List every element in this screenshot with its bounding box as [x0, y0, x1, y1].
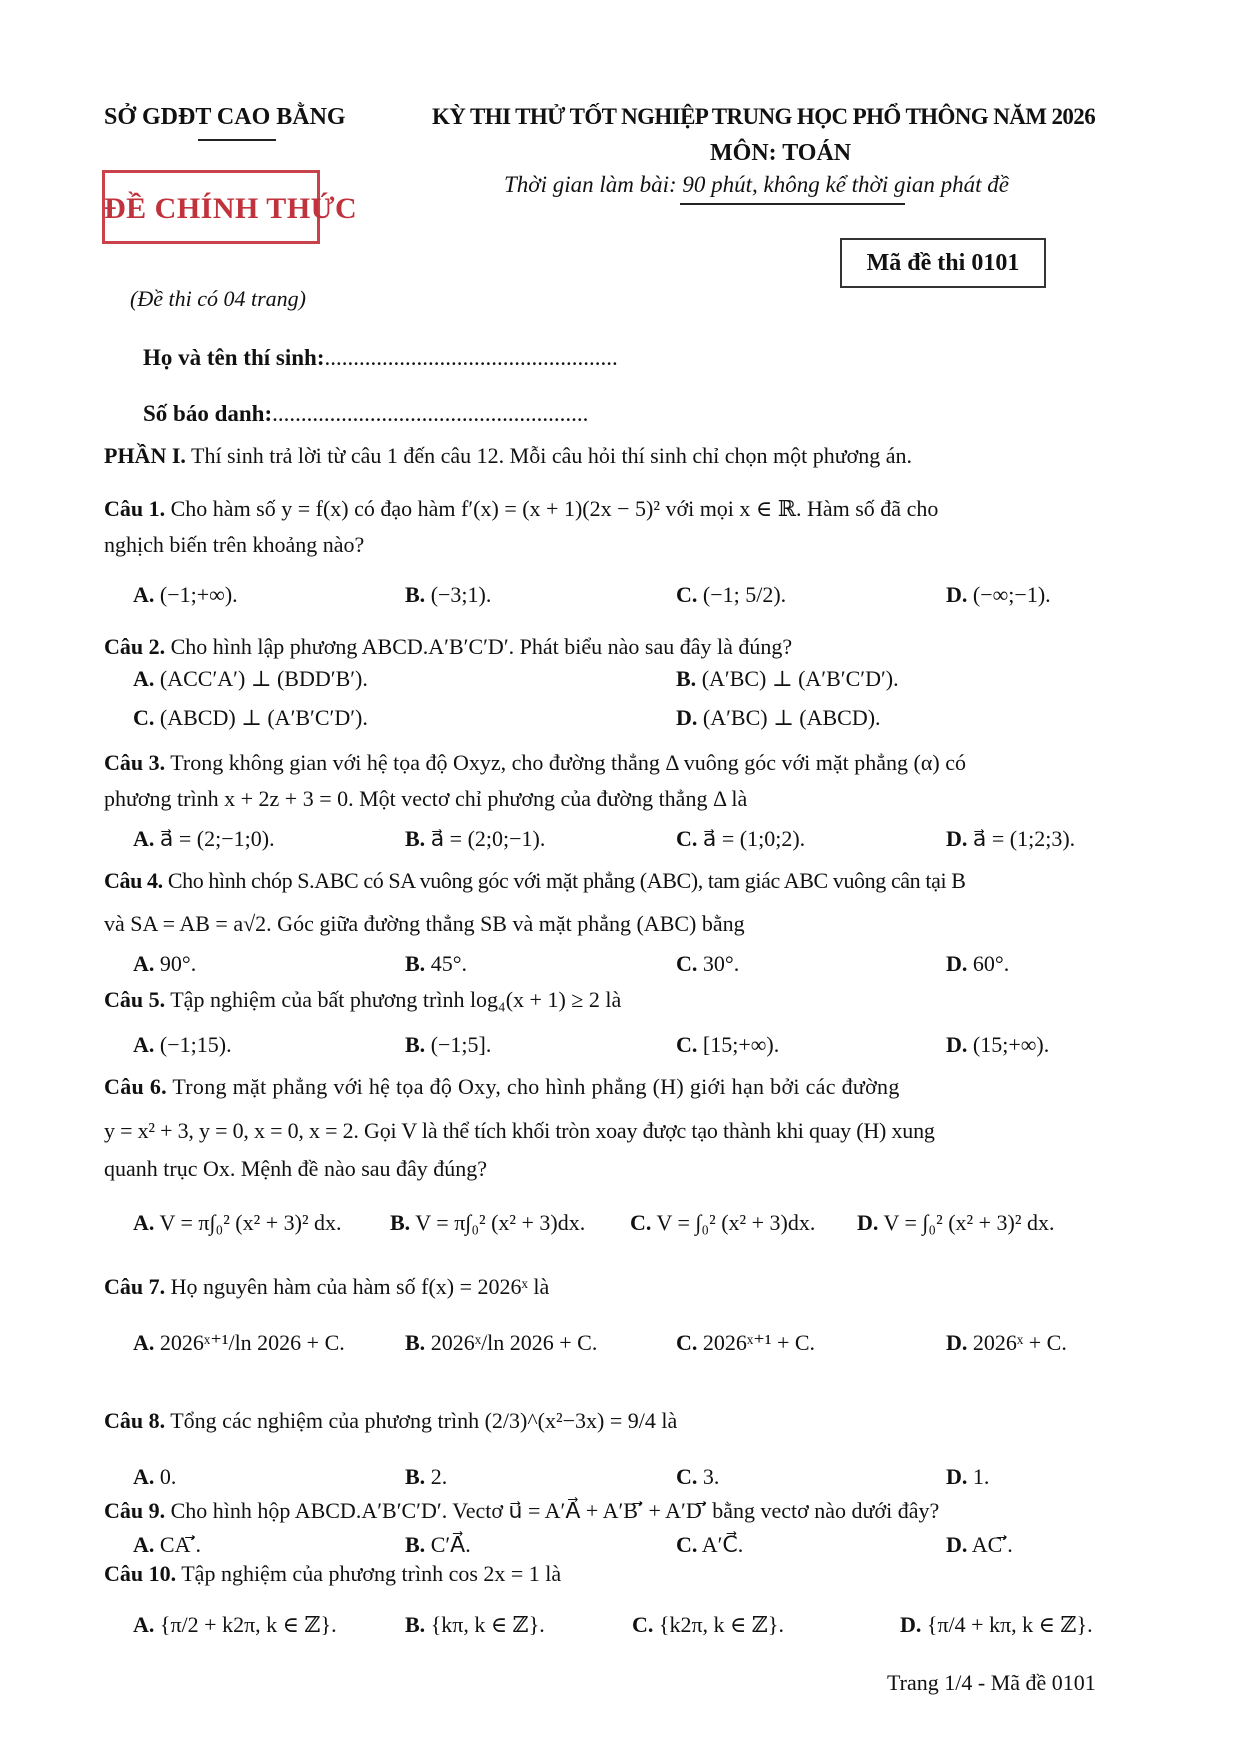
q2-option-a: A. (ACC′A′) ⊥ (BDD′B′).: [133, 666, 368, 691]
exam-code-box: Mã đề thi 0101: [840, 238, 1046, 288]
q2-option-d: D. (A′BC) ⊥ (ABCD).: [676, 705, 881, 730]
q8-option-b: B. 2.: [405, 1464, 448, 1489]
q1-option-a: A. (−1;+∞).: [133, 582, 238, 607]
q4-option-a: A. 90°.: [133, 951, 197, 976]
q2-option-c: C. (ABCD) ⊥ (A′B′C′D′).: [133, 705, 368, 730]
q9-label: Câu 9.: [104, 1498, 166, 1523]
q2-stem: [104, 634, 792, 660]
q7-line1: Họ nguyên hàm của hàm số f(x) = 2026ˣ là: [170, 1274, 550, 1299]
q4-option-c: C. 30°.: [676, 951, 740, 976]
q4-stem: [104, 868, 966, 894]
time-underline: [680, 203, 905, 205]
q7-label: Câu 7.: [104, 1274, 166, 1299]
q8-line1: Tổng các nghiệm của phương trình (2/3)^(x²−3x) = 9/4 là: [170, 1408, 678, 1433]
q3-stem: [104, 750, 966, 776]
name-dots: ...................................................: [324, 345, 618, 370]
q7-option-d: D. 2026ˣ + C.: [946, 1330, 1067, 1355]
q1-line1: Cho hàm số y = f(x) có đạo hàm f′(x) = (x + 1)(2x − 5)² với mọi x ∈ ℝ. Hàm số đã cho: [170, 496, 939, 521]
q3-line2: phương trình x + 2z + 3 = 0. Một vectơ chỉ phương của đường thẳng Δ là: [104, 786, 748, 811]
q10-label: Câu 10.: [104, 1561, 177, 1586]
q4-option-d: D. 60°.: [946, 951, 1010, 976]
q3-option-c: C. a⃗ = (1;0;2).: [676, 826, 806, 851]
q1-line2: nghịch biến trên khoảng nào?: [104, 532, 365, 557]
id-label: Số báo danh:: [143, 401, 273, 426]
q5-line1: Tập nghiệm của bất phương trình log₄(x + 1) ≥ 2 là: [170, 987, 622, 1012]
q1-label: Câu 1.: [104, 496, 166, 521]
q4-option-b: B. 45°.: [405, 951, 467, 976]
section-heading: [104, 443, 912, 469]
q4-line2: và SA = AB = a√2. Góc giữa đường thẳng SB và mặt phẳng (ABC) bằng: [104, 911, 745, 936]
q3-option-d: D. a⃗ = (1;2;3).: [946, 826, 1076, 851]
q6-option-b: B. V = π∫₀² (x² + 3)dx.: [390, 1210, 586, 1235]
q1-option-d: D. (−∞;−1).: [946, 582, 1051, 607]
pages-note: (Đề thi có 04 trang): [130, 286, 306, 311]
section-text: Thí sinh trả lời từ câu 1 đến câu 12. Mỗi câu hỏi thí sinh chỉ chọn một phương án.: [191, 443, 913, 468]
q3-label: Câu 3.: [104, 750, 166, 775]
exam-title: KỲ THI THỬ TỐT NGHIỆP TRUNG HỌC PHỔ THÔNG NĂM 2026: [432, 104, 1096, 129]
q5-option-d: D. (15;+∞).: [946, 1032, 1050, 1057]
name-label: Họ và tên thí sinh:: [143, 345, 325, 370]
q6-line2: y = x² + 3, y = 0, x = 0, x = 2. Gọi V là thể tích khối tròn xoay được tạo thành khi quay (H) xung: [104, 1118, 935, 1143]
q6-line1: Trong mặt phẳng với hệ tọa độ Oxy, cho hình phẳng (H) giới hạn bởi các đường: [172, 1074, 900, 1099]
subject-title: MÔN: TOÁN: [710, 140, 852, 166]
q10-option-c: C. {k2π, k ∈ ℤ}.: [632, 1612, 784, 1637]
q5-option-c: C. [15;+∞).: [676, 1032, 780, 1057]
q8-option-d: D. 1.: [946, 1464, 990, 1489]
q9-line1: Cho hình hộp ABCD.A′B′C′D′. Vectơ u⃗ = A′A⃗ + A′B′⃗ + A′D′⃗ bằng vectơ nào dưới đây?: [170, 1498, 940, 1523]
q9-option-c: C. A′C⃗.: [676, 1532, 744, 1557]
q10-line1: Tập nghiệm của phương trình cos 2x = 1 là: [181, 1561, 562, 1586]
q2-label: Câu 2.: [104, 634, 166, 659]
q1-stem: [104, 496, 938, 522]
q6-option-c: C. V = ∫₀² (x² + 3)dx.: [630, 1210, 816, 1235]
page-footer: Trang 1/4 - Mã đề 0101: [887, 1670, 1096, 1695]
q7-option-a: A. 2026ˣ⁺¹/ln 2026 + C.: [133, 1330, 345, 1355]
q10-option-b: B. {kπ, k ∈ ℤ}.: [405, 1612, 545, 1637]
q2-line1: Cho hình lập phương ABCD.A′B′C′D′. Phát biểu nào sau đây là đúng?: [170, 634, 793, 659]
time-note: Thời gian làm bài: 90 phút, không kể thời gian phát đề: [504, 172, 1009, 197]
q3-line1: Trong không gian với hệ tọa độ Oxyz, cho đường thẳng Δ vuông góc với mặt phẳng (α) có: [170, 750, 966, 775]
q5-stem: [104, 987, 621, 1013]
q9-option-a: A. CA′⃗.: [133, 1532, 201, 1557]
q7-option-b: B. 2026ˣ/ln 2026 + C.: [405, 1330, 598, 1355]
q1-option-c: C. (−1; 5/2).: [676, 582, 787, 607]
q6-stem: [104, 1074, 900, 1100]
q9-option-b: B. C′A⃗.: [405, 1532, 471, 1557]
q8-label: Câu 8.: [104, 1408, 166, 1433]
id-dots: .......................................................: [272, 401, 589, 426]
q5-option-b: B. (−1;5].: [405, 1032, 492, 1057]
q3-option-b: B. a⃗ = (2;0;−1).: [405, 826, 546, 851]
q4-line1: Cho hình chóp S.ABC có SA vuông góc với mặt phẳng (ABC), tam giác ABC vuông cân tại B: [167, 868, 966, 893]
q8-option-a: A. 0.: [133, 1464, 177, 1489]
q7-stem: [104, 1274, 549, 1300]
q5-label: Câu 5.: [104, 987, 166, 1012]
name-line: [143, 345, 618, 371]
q6-line3: quanh trục Ox. Mệnh đề nào sau đây đúng?: [104, 1156, 488, 1181]
q8-stem: [104, 1408, 677, 1434]
q6-option-a: A. V = π∫₀² (x² + 3)² dx.: [133, 1210, 342, 1235]
q7-option-c: C. 2026ˣ⁺¹ + C.: [676, 1330, 816, 1355]
q9-option-d: D. AC′⃗.: [946, 1532, 1013, 1557]
q4-label: Câu 4.: [104, 868, 163, 893]
q2-option-b: B. (A′BC) ⊥ (A′B′C′D′).: [676, 666, 899, 691]
q9-stem: [104, 1498, 939, 1524]
official-stamp-text: ĐỀ CHÍNH THỨC: [104, 192, 358, 225]
q3-option-a: A. a⃗ = (2;−1;0).: [133, 826, 275, 851]
q10-stem: [104, 1561, 561, 1587]
q10-option-d: D. {π/4 + kπ, k ∈ ℤ}.: [900, 1612, 1093, 1637]
department-name: SỞ GDĐT CAO BẰNG: [104, 104, 346, 130]
id-line: [143, 401, 588, 427]
q6-option-d: D. V = ∫₀² (x² + 3)² dx.: [857, 1210, 1055, 1235]
department-underline: [198, 139, 276, 141]
q5-option-a: A. (−1;15).: [133, 1032, 232, 1057]
q8-option-c: C. 3.: [676, 1464, 720, 1489]
q1-option-b: B. (−3;1).: [405, 582, 492, 607]
q6-label: Câu 6.: [104, 1074, 167, 1099]
q10-option-a: A. {π/2 + k2π, k ∈ ℤ}.: [133, 1612, 337, 1637]
section-label: PHẦN I.: [104, 443, 186, 468]
